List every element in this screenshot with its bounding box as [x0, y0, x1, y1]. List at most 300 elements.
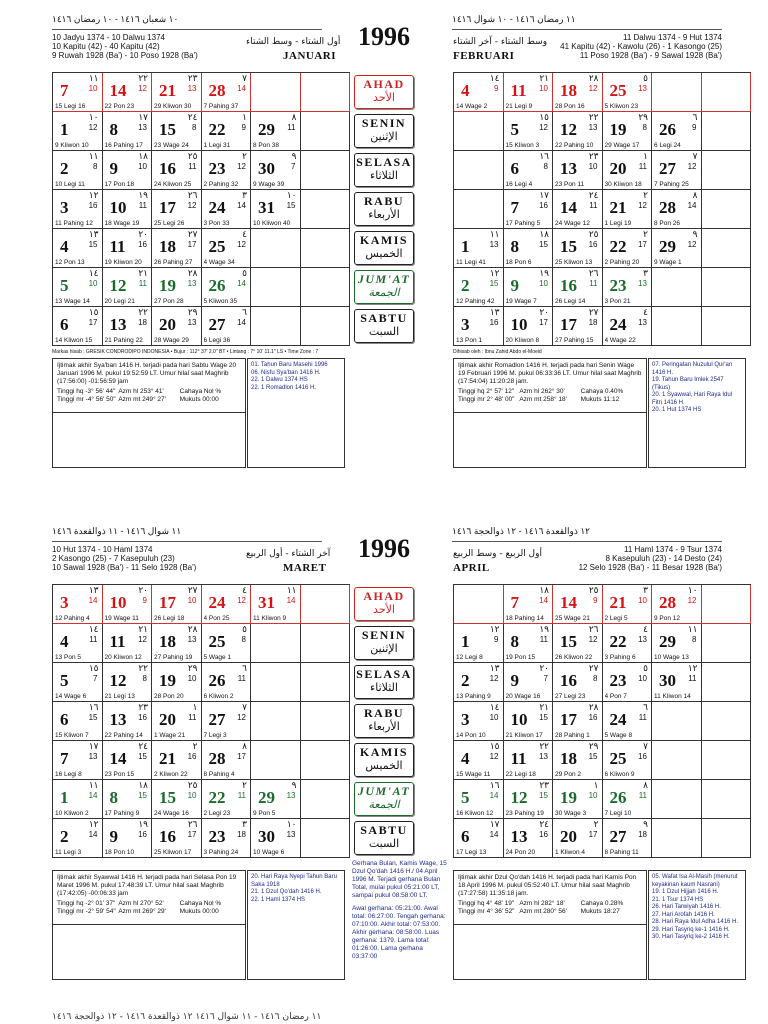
- gregorian-date: 4: [461, 749, 470, 768]
- date-cell: [603, 112, 653, 151]
- hijri-date: ٨: [692, 191, 698, 201]
- hijri-date: ٤: [242, 586, 247, 596]
- secondary-date: 13: [638, 84, 647, 93]
- pasaran-label: 21 Legi 13: [104, 693, 135, 700]
- gregorian-date: 10: [510, 315, 528, 334]
- pasaran-label: 30 Wage 3: [555, 810, 587, 817]
- pasaran-label: 2 Legi 5: [604, 615, 628, 622]
- hilal-value: Tinggi mr -2° 59' 54": [57, 908, 116, 915]
- date-cell: [702, 151, 752, 190]
- hijri-range-header: ١١ رمضان ١٤١٦ - ١٠ شوال ١٤١٦: [452, 14, 576, 24]
- hijri-date: ١٣: [88, 230, 99, 240]
- pasaran-label: 6 Kliwon 2: [203, 693, 234, 700]
- secondary-date: 11: [237, 674, 246, 683]
- week-row: [454, 624, 751, 663]
- javanese-range: 10 Sawal 1928 (Ba') - 11 Selo 1928 (Ba'): [52, 563, 197, 572]
- weekday-label-ahad: [352, 584, 416, 623]
- hijri-date: ١٥: [539, 113, 549, 123]
- date-cell: [504, 229, 554, 268]
- pasaran-label: 9 Pon 5: [253, 810, 276, 817]
- hijri-date: ١: [242, 113, 247, 123]
- secondary-date: 16: [187, 752, 197, 761]
- gregorian-date: 29: [659, 632, 676, 651]
- hilal-value: Tinggi hq -3° 56' 44": [57, 388, 116, 395]
- weekday-arabic: الخميس: [365, 758, 403, 772]
- hilal-value: Mukuts 00:00: [179, 396, 219, 403]
- hijri-date: ٣: [242, 820, 247, 830]
- date-cell: [103, 190, 153, 229]
- date-cell: [454, 73, 504, 112]
- hijri-date: ٢٢: [539, 742, 549, 752]
- date-cell: [504, 585, 554, 624]
- secondary-date: 15: [286, 201, 296, 210]
- week-row: [454, 585, 751, 624]
- hijri-date: ٣: [643, 269, 648, 279]
- date-cell: [251, 819, 301, 858]
- gregorian-date: 6: [60, 710, 69, 729]
- secondary-date: 13: [286, 830, 296, 839]
- date-cell: [553, 624, 603, 663]
- holiday-note: 05. Wafat Isa Al-Masih (menurut keyakinan kaum Nasrani): [652, 874, 738, 888]
- date-cell: [603, 268, 653, 307]
- gregorian-date: 2: [461, 276, 470, 295]
- date-cell: [202, 663, 252, 702]
- hijri-date: ٢٧: [187, 230, 198, 240]
- secondary-date: 14: [237, 318, 246, 327]
- secondary-date: 7: [93, 674, 98, 683]
- weekday-arabic: الخميس: [365, 246, 403, 260]
- pasaran-label: 1 Legi 31: [203, 142, 231, 149]
- pasaran-label: 21 Legi 9: [505, 103, 533, 110]
- weekday-badge: [354, 782, 414, 816]
- secondary-date: 16: [88, 201, 98, 210]
- gregorian-date: 16: [159, 159, 176, 178]
- weekday-badge: [354, 587, 414, 621]
- weekday-column: [352, 584, 416, 857]
- date-cell: [251, 780, 301, 819]
- date-cell: [553, 307, 603, 346]
- holiday-note: 07. Peringatan Nuzulul Qur'an 1416 H.: [652, 362, 733, 376]
- blank-box: [453, 412, 647, 468]
- gregorian-date: 18: [560, 81, 577, 100]
- hijri-date: ١٢: [687, 664, 698, 674]
- date-cell: [553, 73, 603, 112]
- gregorian-date: 13: [560, 159, 577, 178]
- pasaran-label: 10 Kliwon 40: [253, 220, 291, 227]
- gregorian-date: 22: [208, 788, 226, 807]
- javanese-range: 9 Ruwah 1928 (Ba') - 10 Poso 1928 (Ba'): [52, 51, 198, 60]
- gregorian-date: 26: [609, 788, 627, 807]
- pasaran-label: 11 Pahing 12: [55, 220, 93, 227]
- week-row: [454, 819, 751, 858]
- secondary-date: 12: [237, 162, 246, 171]
- hijri-date: ١٢: [489, 269, 500, 279]
- secondary-date: 12: [687, 240, 697, 249]
- header-rule: [52, 541, 322, 542]
- year-title: 1996: [358, 22, 410, 51]
- secondary-date: 11: [688, 674, 697, 683]
- date-cell: [454, 663, 504, 702]
- secondary-date: 10: [588, 162, 598, 171]
- date-cell: [652, 307, 702, 346]
- hijri-date: ١٨: [539, 586, 549, 596]
- pasaran-label: 26 Legi 18: [154, 615, 185, 622]
- gregorian-date: 27: [659, 159, 676, 178]
- secondary-date: 8: [93, 162, 98, 171]
- pasaran-label: 27 Pahing 19: [154, 654, 193, 661]
- gregorian-date: 20: [609, 159, 627, 178]
- date-cell: [454, 741, 504, 780]
- pasaran-label: 3 Pon 33: [203, 220, 230, 227]
- hijri-date: ٢٠: [138, 586, 148, 596]
- secondary-date: 16: [489, 318, 499, 327]
- secondary-date: 10: [588, 791, 598, 800]
- pasaran-label: 24 Wage 12: [555, 220, 590, 227]
- secondary-date: 11: [287, 123, 296, 132]
- pasaran-label: 5 Wage 1: [203, 654, 232, 661]
- pasaran-label: 24 Pon 20: [505, 849, 536, 856]
- gregorian-date: 2: [60, 159, 69, 178]
- secondary-date: 14: [237, 84, 246, 93]
- gregorian-date: 15: [159, 788, 176, 807]
- gregorian-date: 6: [60, 315, 69, 334]
- secondary-date: 15: [88, 240, 98, 249]
- weekday-latin: SABTU: [360, 822, 408, 837]
- hijri-date: ٢٣: [138, 703, 148, 713]
- gregorian-date: 15: [159, 120, 176, 139]
- gregorian-date: 16: [159, 827, 176, 846]
- secondary-date: 12: [489, 674, 499, 683]
- date-cell: [103, 229, 153, 268]
- date-cell: [553, 819, 603, 858]
- weekday-badge: [354, 75, 414, 109]
- date-cell: [454, 307, 504, 346]
- date-cell: [152, 307, 202, 346]
- date-cell: [103, 819, 153, 858]
- hijri-date: ١: [593, 781, 599, 791]
- pasaran-label: 21 Kliwon 17: [505, 732, 543, 739]
- secondary-date: 9: [593, 596, 598, 605]
- pasaran-label: 27 Pahing 15: [555, 337, 594, 344]
- next-page-header-peek: ١١ رمضان ١٤١٦ - ١١ شوال ١٤١٦ ١٢ ذوالقعدة ١٤١٦ - ١٢ ذوالحجة ١٤١٦: [52, 1012, 322, 1022]
- hijri-date: ٢٥: [187, 781, 198, 791]
- javanese-range: 12 Selo 1928 (Ba') - 11 Besar 1928 (Ba'): [578, 563, 722, 572]
- date-cell: [152, 268, 202, 307]
- holiday-note: 26. Hari Tarwiyah 1416 H.: [652, 904, 721, 910]
- week-row: [53, 663, 350, 702]
- gregorian-date: 23: [609, 671, 627, 690]
- gregorian-date: 8: [109, 788, 118, 807]
- gregorian-date: 18: [159, 632, 176, 651]
- secondary-date: 18: [138, 318, 147, 327]
- pasaran-label: 1 Kliwon 4: [555, 849, 585, 856]
- secondary-date: 11: [589, 201, 598, 210]
- hijri-date: ١٣: [489, 664, 500, 674]
- date-cell: [652, 190, 702, 229]
- pasaran-label: 25 Wage 21: [555, 615, 590, 622]
- author-line: Dihisab oleh : Ibnu Zahid Abdo el-Moeid: [453, 349, 542, 355]
- date-cell: [202, 151, 252, 190]
- pasaran-label: 20 Legi 21: [104, 298, 135, 305]
- weekday-arabic: الإثنين: [370, 641, 398, 655]
- hijri-date: ٢٤: [588, 191, 599, 201]
- gregorian-date: 14: [109, 81, 127, 100]
- hijri-date: ١٦: [539, 152, 549, 162]
- gregorian-date: 21: [609, 593, 627, 612]
- mangsa-range: 41 Kapitu (42) - Kawolu (26) - 1 Kasongo (25): [560, 42, 722, 51]
- hijri-date: ٢٨: [187, 269, 198, 279]
- gregorian-date: 29: [659, 237, 676, 256]
- week-row: [454, 663, 751, 702]
- secondary-date: 16: [539, 830, 548, 839]
- hijri-date: ٥: [242, 269, 247, 279]
- date-cell: [652, 112, 702, 151]
- hijri-date: ٢: [643, 191, 648, 201]
- date-cell: [504, 307, 554, 346]
- gregorian-date: 10: [109, 198, 127, 217]
- pasaran-label: 22 Pon 23: [104, 103, 135, 110]
- eclipse-times: Awal gerhana: 05:21:00. Awal total: 06:27:00. Tengah gerhana: 07:10:00. Akhir total: 07:53:00. Akhir gerhana: 08:58:00. Luas gerhana: 1379. Lama total: 01:26:00. Lama gerhana 03:37:00: [352, 905, 446, 960]
- hilal-value: Azm hl 282° 18': [519, 900, 565, 907]
- week-row: [454, 268, 751, 307]
- solar-range: 10 Jadyu 1374 - 10 Dalwu 1374: [52, 33, 165, 42]
- hijri-date: ٣: [643, 586, 648, 596]
- pasaran-label: 13 Pon 5: [55, 654, 82, 661]
- date-cell: [702, 190, 752, 229]
- hijri-date: ١٦: [88, 703, 99, 713]
- month-name: JANUARI: [283, 50, 336, 62]
- weekday-badge: [354, 153, 414, 187]
- secondary-date: 12: [237, 596, 246, 605]
- gregorian-date: 16: [560, 276, 577, 295]
- secondary-date: 16: [588, 240, 598, 249]
- hijri-date: ١٠: [286, 191, 297, 201]
- pasaran-label: 17 Pahing 5: [505, 220, 541, 227]
- gregorian-date: 18: [159, 237, 176, 256]
- week-row: [53, 819, 350, 858]
- hilal-value: Azm mt 258° 18': [519, 396, 567, 403]
- hijri-date: ١١: [687, 625, 698, 635]
- weekday-label-senin: [352, 111, 416, 150]
- date-cell: [301, 780, 351, 819]
- season-label: آخر الشتاء - أول الربيع: [246, 549, 331, 559]
- weekday-latin: AHAD: [363, 588, 405, 603]
- gregorian-date: 7: [60, 81, 69, 100]
- secondary-date: 15: [138, 752, 147, 761]
- secondary-date: 9: [494, 635, 499, 644]
- secondary-date: 12: [687, 162, 697, 171]
- holiday-note: 22. 1 Dalwu 1374 HS: [251, 377, 308, 383]
- date-cell: [251, 112, 301, 151]
- pasaran-label: 19 Wage 11: [104, 615, 139, 622]
- pasaran-label: 20 Kliwon 8: [505, 337, 540, 344]
- date-cell: [504, 624, 554, 663]
- pasaran-label: 14 Wage 2: [456, 103, 488, 110]
- holiday-note: 06. Nisfu Sya'ban 1416 H.: [251, 369, 321, 376]
- date-cell: [553, 151, 603, 190]
- date-cell: [301, 585, 351, 624]
- hijri-date: ١٠: [286, 820, 297, 830]
- month-grid-januari: [52, 72, 350, 346]
- pasaran-label: 2 Legi 23: [203, 810, 231, 817]
- holiday-note: 19. Tahun Baru Imlek 2547 (Tikus): [652, 377, 724, 391]
- secondary-date: 18: [588, 318, 598, 327]
- secondary-date: 9: [241, 123, 246, 132]
- weekday-arabic: الجمعة: [368, 285, 400, 299]
- secondary-date: 17: [88, 318, 98, 327]
- date-cell: [603, 307, 653, 346]
- hijri-date: ٦: [242, 308, 247, 318]
- ijtimak-info-box: [453, 870, 647, 925]
- gregorian-date: 4: [60, 237, 69, 256]
- hijri-date: ٢: [643, 230, 648, 240]
- date-cell: [202, 585, 252, 624]
- hilal-value: Azm hl 253° 41': [118, 388, 164, 395]
- secondary-date: 10: [638, 674, 647, 683]
- date-cell: [103, 780, 153, 819]
- gregorian-date: 16: [560, 671, 577, 690]
- gregorian-date: 3: [461, 710, 470, 729]
- secondary-date: 7: [291, 162, 296, 171]
- pasaran-label: 6 Kliwon 9: [604, 771, 635, 778]
- hijri-date: ٦: [692, 113, 698, 123]
- hijri-date: ١٧: [539, 191, 549, 201]
- pasaran-label: 23 Wage 24: [154, 142, 189, 149]
- pasaran-label: 27 Pon 28: [154, 298, 184, 305]
- pasaran-label: 17 Pon 18: [104, 181, 135, 188]
- secondary-date: 17: [588, 830, 598, 839]
- hijri-date: ١: [643, 152, 648, 162]
- date-cell: [251, 702, 301, 741]
- gregorian-date: 17: [159, 593, 176, 612]
- date-cell: [152, 585, 202, 624]
- gregorian-date: 23: [208, 827, 226, 846]
- holiday-notes: [247, 358, 345, 468]
- hijri-date: ٢٣: [588, 152, 599, 162]
- hilal-value: Azm mt 249° 27': [118, 396, 166, 403]
- pasaran-label: 4 Wage 22: [604, 337, 636, 344]
- date-cell: [504, 190, 554, 229]
- secondary-date: 16: [638, 752, 647, 761]
- pasaran-label: 12 Legi 8: [456, 654, 483, 661]
- date-cell: [103, 268, 153, 307]
- hilal-value: Tinggi mr 2° 48' 00": [458, 396, 515, 403]
- gregorian-date: 11: [510, 81, 527, 100]
- date-cell: [251, 73, 301, 112]
- gregorian-date: 5: [60, 671, 69, 690]
- gregorian-date: 17: [560, 710, 577, 729]
- gregorian-date: 7: [60, 749, 69, 768]
- gregorian-date: 26: [208, 276, 226, 295]
- date-cell: [553, 112, 603, 151]
- pasaran-label: 2 Pahing 20: [604, 259, 640, 266]
- date-cell: [301, 229, 351, 268]
- date-cell: [652, 585, 702, 624]
- secondary-date: 13: [638, 279, 647, 288]
- gregorian-date: 13: [510, 827, 528, 846]
- week-row: [454, 780, 751, 819]
- weekday-arabic: الثلاثاء: [370, 680, 398, 694]
- location-line: Markas hisab : GRESIK CONDRODIPO INDONESIA • Bujur : 112° 37' 2.0" BT • Lintang : 7° 10' 11.1" LS • Time Zone : 7: [52, 349, 319, 355]
- gregorian-date: 3: [461, 315, 470, 334]
- date-cell: [454, 268, 504, 307]
- pasaran-label: 9 Kliwon 10: [55, 142, 89, 149]
- weekday-latin: SABTU: [360, 310, 408, 325]
- hijri-date: ٢١: [539, 703, 549, 713]
- pasaran-label: 4 Pon 7: [604, 693, 627, 700]
- hijri-date: ٧: [242, 74, 247, 84]
- date-cell: [251, 741, 301, 780]
- pasaran-label: 8 Pahing 4: [203, 771, 235, 778]
- pasaran-label: 10 Legi 11: [55, 181, 85, 188]
- date-cell: [251, 151, 301, 190]
- hilal-value: Azm mt 269° 29': [118, 908, 166, 915]
- date-cell: [652, 229, 702, 268]
- hijri-date: ١٩: [539, 269, 549, 279]
- gregorian-date: 31: [258, 198, 275, 217]
- date-cell: [603, 741, 653, 780]
- weekday-arabic: الأربعاء: [368, 207, 400, 221]
- date-cell: [603, 780, 653, 819]
- secondary-date: 12: [687, 596, 697, 605]
- gregorian-date: 17: [159, 198, 176, 217]
- hilal-table: [458, 900, 642, 916]
- hijri-date: ٢٨: [187, 625, 198, 635]
- date-cell: [202, 307, 252, 346]
- holiday-note: 01. Tahun Baru Masehi 1996: [251, 362, 328, 368]
- date-cell: [53, 112, 103, 151]
- pasaran-label: 17 Legi 13: [456, 849, 487, 856]
- gregorian-date: 21: [609, 198, 627, 217]
- weekday-latin: JUM'AT: [357, 783, 411, 798]
- secondary-date: 17: [187, 830, 197, 839]
- date-cell: [53, 741, 103, 780]
- date-cell: [603, 151, 653, 190]
- holiday-note: 28. Hari Raya Idul Adha 1416 H.: [652, 919, 739, 925]
- pasaran-label: 29 Pon 2: [555, 771, 582, 778]
- secondary-date: 11: [188, 162, 197, 171]
- hijri-date: ٦: [242, 664, 247, 674]
- pasaran-label: 15 Kliwon 7: [55, 732, 89, 739]
- pasaran-label: 29 Kliwon 30: [154, 103, 192, 110]
- weekday-label-rabu: [352, 189, 416, 228]
- hijri-date: ٩: [291, 152, 297, 162]
- date-cell: [603, 190, 653, 229]
- gregorian-date: 22: [609, 237, 627, 256]
- gregorian-date: 23: [609, 276, 627, 295]
- date-cell: [702, 229, 752, 268]
- pasaran-label: 28 Wage 29: [154, 337, 189, 344]
- secondary-date: 16: [539, 201, 548, 210]
- gregorian-date: 27: [208, 315, 226, 334]
- gregorian-date: 1: [461, 632, 470, 651]
- weekday-arabic: الأحد: [373, 602, 395, 616]
- gregorian-date: 12: [109, 276, 127, 295]
- hijri-date: ١٠: [687, 586, 698, 596]
- date-cell: [454, 112, 504, 151]
- secondary-date: 11: [138, 201, 147, 210]
- holiday-notes: [648, 870, 746, 980]
- weekday-badge: [354, 231, 414, 265]
- gregorian-date: 27: [208, 710, 226, 729]
- pasaran-label: 8 Pon 26: [654, 220, 681, 227]
- holiday-note: 21. 1 Tsur 1374 HS: [652, 896, 704, 903]
- pasaran-label: 1 Legi 19: [604, 220, 632, 227]
- week-row: [454, 151, 751, 190]
- date-cell: [251, 307, 301, 346]
- date-cell: [53, 624, 103, 663]
- secondary-date: 15: [539, 713, 548, 722]
